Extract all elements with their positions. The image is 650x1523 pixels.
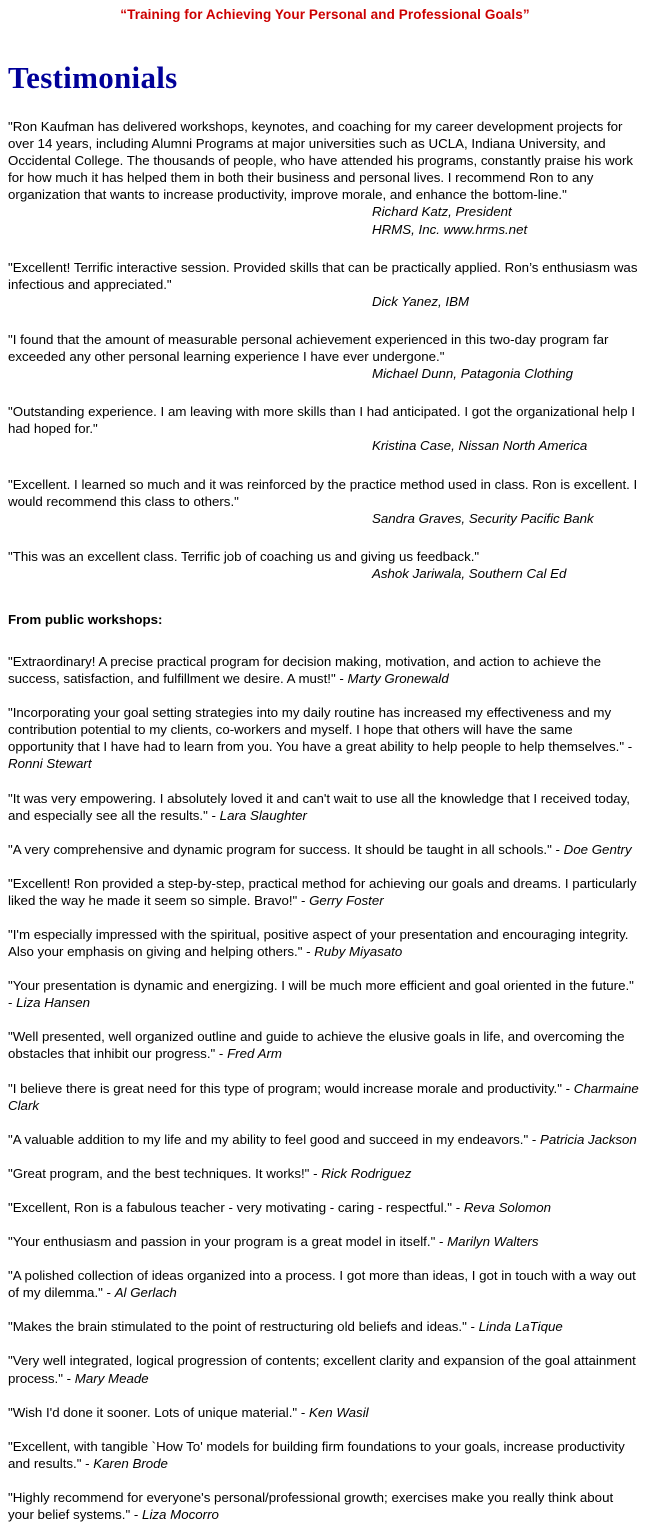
testimonial-item xyxy=(8,118,642,238)
testimonial-quote: "I'm especially impressed with the spiritual, positive aspect of your presentation and encouraging integrity. Also your emphasis on giving and helping others." - xyxy=(8,927,629,960)
testimonial-attribution: Mary Meade xyxy=(74,1370,149,1386)
testimonial-attribution: Liza Mocorro xyxy=(142,1506,219,1522)
testimonial-item xyxy=(8,704,642,772)
testimonial-item xyxy=(8,548,642,582)
testimonial-attribution: Lara Slaughter xyxy=(219,807,307,823)
testimonial-attribution: Ashok Jariwala, Southern Cal Ed xyxy=(372,565,567,581)
testimonial-quote: "Excellent, Ron is a fabulous teacher - very motivating - caring - respectful." - xyxy=(8,1199,464,1215)
testimonial-quote: "Excellent! Ron provided a step-by-step, practical method for achieving our goals and dreams. I particularly liked the way he made it seem so simple. Bravo!" - xyxy=(8,875,637,908)
testimonial-attribution: Ken Wasil xyxy=(308,1404,369,1420)
testimonial-item xyxy=(8,403,642,454)
testimonial-quote: "Your presentation is dynamic and energizing. I will be much more efficient and goal oriented in the future." - xyxy=(8,978,634,1011)
testimonials-body xyxy=(8,118,642,1523)
testimonial-attribution: Doe Gentry xyxy=(563,841,632,857)
testimonial-attribution: Charmaine Clark xyxy=(8,1080,639,1113)
testimonial-item xyxy=(8,1438,642,1472)
testimonial-attribution: Al Gerlach xyxy=(114,1285,177,1301)
testimonial-attribution: Michael Dunn, Patagonia Clothing xyxy=(372,366,574,382)
testimonial-quote: "Excellent! Terrific interactive session. Provided skills that can be practically applied. Ron’s enthusiasm was infectious and appreciated." xyxy=(8,259,638,292)
public-testimonials-list xyxy=(8,653,642,1523)
testimonial-attribution: Liza Hansen xyxy=(16,995,91,1011)
testimonial-attribution: Patricia Jackson xyxy=(540,1131,637,1147)
testimonials-page xyxy=(0,7,650,1523)
testimonial-item xyxy=(8,653,642,687)
testimonial-item xyxy=(8,259,642,310)
testimonial-attribution: Ronni Stewart xyxy=(8,756,92,772)
testimonial-item xyxy=(8,1165,642,1182)
testimonial-item xyxy=(8,790,642,824)
testimonial-quote: "Outstanding experience. I am leaving with more skills than I had anticipated. I got the organizational help I had hoped for." xyxy=(8,404,636,437)
testimonial-item xyxy=(8,1352,642,1386)
testimonial-item xyxy=(8,1131,642,1148)
testimonial-quote: "I believe there is great need for this type of program; would increase morale and productivity." - xyxy=(8,1080,574,1096)
page-title: Testimonials xyxy=(8,60,178,95)
testimonial-item xyxy=(8,1489,642,1523)
testimonial-quote: "Excellent, with tangible `How To' models for building firm foundations to your goals, increase productivity and results." - xyxy=(8,1438,625,1471)
testimonial-attribution: Karen Brode xyxy=(93,1455,168,1471)
testimonial-item xyxy=(8,1233,642,1250)
section-heading-public-workshops: From public workshops: xyxy=(8,611,163,627)
testimonial-quote: "A valuable addition to my life and my ability to feel good and succeed in my endeavors." - xyxy=(8,1131,541,1147)
page-tagline: “Training for Achieving Your Personal and Professional Goals” xyxy=(120,7,530,22)
testimonial-quote: "It was very empowering. I absolutely loved it and can't wait to use all the knowledge that I received today, and especially see all the results." - xyxy=(8,790,630,823)
corporate-testimonials-list xyxy=(8,118,642,582)
testimonial-quote: "This was an excellent class. Terrific job of coaching us and giving us feedback." xyxy=(8,548,480,564)
testimonial-quote: "Highly recommend for everyone's personal/professional growth; exercises make you really think about your belief systems." - xyxy=(8,1489,614,1522)
testimonial-item xyxy=(8,1318,642,1335)
testimonial-quote: "Incorporating your goal setting strategies into my daily routine has increased my effectiveness and my contribution potential to my clients, co-workers and myself. I hope that others will have the same opportunity that I have had to learn from you. You have a great ability to help people to help themselves." - xyxy=(8,705,633,755)
testimonial-attribution: Gerry Foster xyxy=(309,892,384,908)
testimonial-attribution: Kristina Case, Nissan North America xyxy=(372,438,588,454)
testimonial-quote: "Great program, and the best techniques. It works!" - xyxy=(8,1165,322,1181)
testimonial-attribution: Reva Solomon xyxy=(463,1199,552,1215)
testimonial-quote: "Very well integrated, logical progression of contents; excellent clarity and expansion of the goal attainment process." - xyxy=(8,1353,636,1386)
testimonial-attribution: Marty Gronewald xyxy=(347,671,449,687)
testimonial-item xyxy=(8,841,642,858)
testimonial-attribution: Ruby Miyasato xyxy=(314,944,403,960)
testimonial-item xyxy=(8,476,642,527)
testimonial-item xyxy=(8,1028,642,1062)
testimonial-attribution: Sandra Graves, Security Pacific Bank xyxy=(372,510,594,526)
testimonial-quote: "A polished collection of ideas organized into a process. I got more than ideas, I got in touch with a way out of my dilemma." - xyxy=(8,1268,636,1301)
testimonial-attribution: Richard Katz, President xyxy=(372,204,512,220)
testimonial-attribution: Dick Yanez, IBM xyxy=(372,293,470,309)
testimonial-quote: "Wish I'd done it sooner. Lots of unique material." - xyxy=(8,1404,309,1420)
testimonial-quote: "I found that the amount of measurable personal achievement experienced in this two-day program far exceeded any other personal learning experience I have ever undergone." xyxy=(8,331,609,365)
testimonial-item xyxy=(8,1199,642,1216)
testimonial-item xyxy=(8,1404,642,1421)
testimonial-quote: "A very comprehensive and dynamic program for success. It should be taught in all schools." - xyxy=(8,841,564,857)
testimonial-quote: "Ron Kaufman has delivered workshops, keynotes, and coaching for my career development projects for over 14 years, including Alumni Programs at major universities such as UCLA, Indiana University, and Occidental College. The thousands of people, who have attended his programs, constantly praise his work for how much it has helped them in both their business and personal lives. I recommend Ron to any organization that wants to increase productivity, improve morale, and enhance the bottom-line." xyxy=(8,119,634,203)
testimonial-attribution: Rick Rodriguez xyxy=(321,1165,412,1181)
testimonial-item xyxy=(8,926,642,960)
testimonial-quote: "Extraordinary! A precise practical program for decision making, motivation, and action to achieve the success, satisfaction, and fulfillment we desire. A must!" - xyxy=(8,653,602,687)
testimonial-quote: "Your enthusiasm and passion in your program is a great model in itself." - xyxy=(8,1234,448,1250)
testimonial-item xyxy=(8,875,642,909)
testimonial-item xyxy=(8,331,642,382)
testimonial-attribution-secondary: HRMS, Inc. www.hrms.net xyxy=(372,221,528,237)
testimonial-item xyxy=(8,977,642,1011)
testimonial-item xyxy=(8,1080,642,1114)
testimonial-attribution: Linda LaTique xyxy=(478,1319,563,1335)
testimonial-quote: "Makes the brain stimulated to the point of restructuring old beliefs and ideas." - xyxy=(8,1319,479,1335)
testimonial-item xyxy=(8,1267,642,1301)
testimonial-quote: "Excellent. I learned so much and it was reinforced by the practice method used in class. Ron is excellent. I would recommend this class to others." xyxy=(8,476,638,509)
testimonial-attribution: Fred Arm xyxy=(227,1046,282,1062)
testimonial-attribution: Marilyn Walters xyxy=(447,1234,539,1250)
testimonial-quote: "Well presented, well organized outline and guide to achieve the elusive goals in life, and overcoming the obstacles that inhibit our progress." - xyxy=(8,1029,625,1062)
